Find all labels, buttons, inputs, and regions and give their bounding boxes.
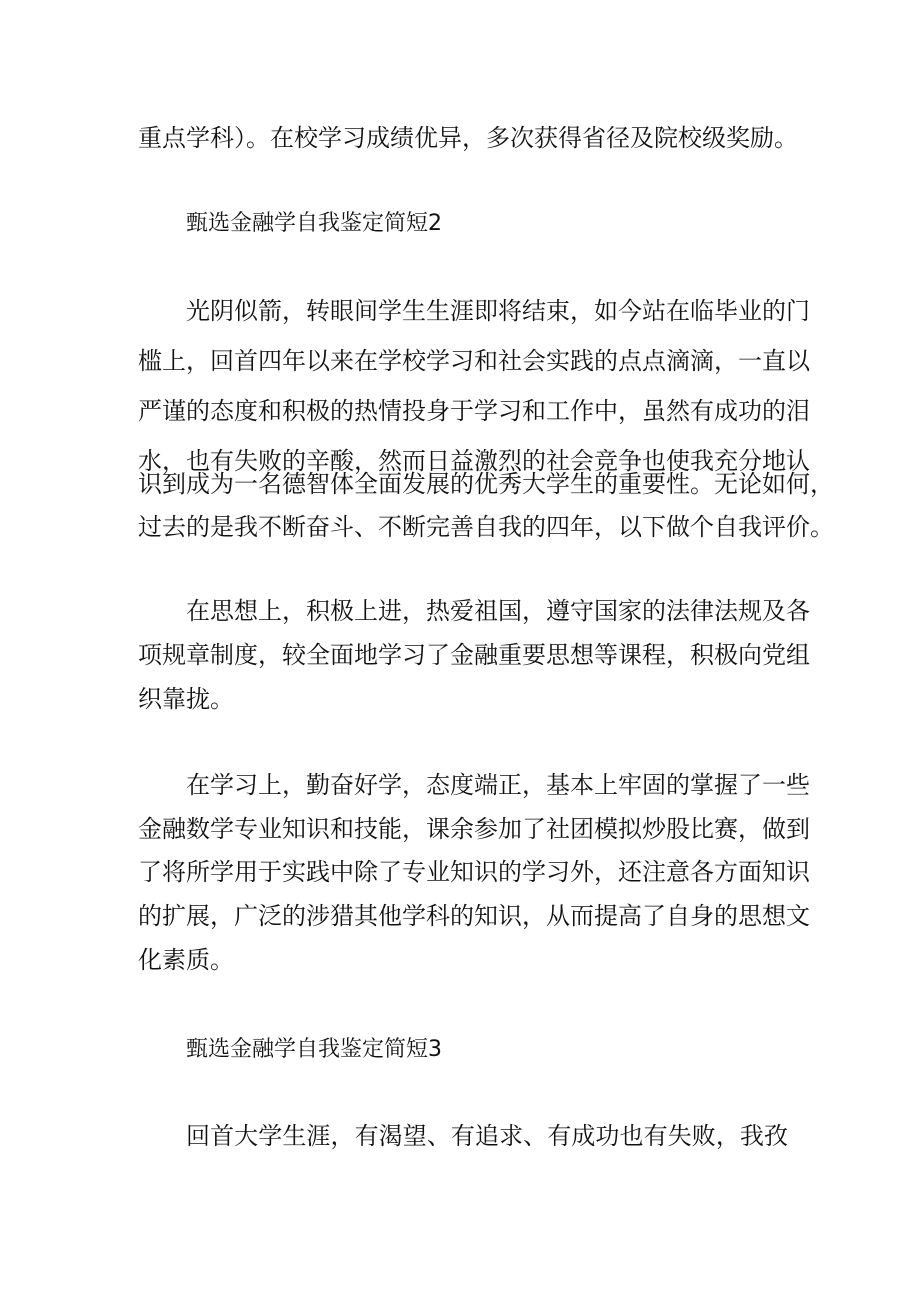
paragraph-line: 槛上，回首四年以来在学校学习和社会实践的点点滴滴，一直以 <box>138 347 810 375</box>
paragraph-line: 了将所学用于实践中除了专业知识的学习外，还注意各方面知识 <box>138 858 810 886</box>
section-heading-3: 甄选金融学自我鉴定简短3 <box>186 1037 442 1062</box>
paragraph-line: 回首大学生涯，有渴望、有追求、有成功也有失败，我孜 <box>186 1122 788 1150</box>
paragraph-line: 化素质。 <box>138 946 234 974</box>
section-heading-2: 甄选金融学自我鉴定简短2 <box>186 211 442 236</box>
paragraph-line: 严谨的态度和积极的热情投身于学习和工作中，虽然有成功的泪 <box>138 397 810 425</box>
paragraph-line: 的扩展，广泛的涉猎其他学科的知识，从而提高了自身的思想文 <box>138 902 810 930</box>
paragraph-line: 在思想上，积极上进，热爱祖国，遵守国家的法律法规及各 <box>186 597 810 625</box>
paragraph-line: 水，也有失败的辛酸，然而日益激烈的社会竞争也使我充分地认 <box>138 447 810 475</box>
paragraph-line: 识到成为一名德智体全面发展的优秀大学生的重要性。无论如何， <box>138 470 834 498</box>
paragraph-line: 重点学科）。在校学习成绩优异，多次获得省径及院校级奖励。 <box>138 124 798 152</box>
paragraph-line: 织靠拢。 <box>138 685 234 713</box>
paragraph-line: 金融数学专业知识和技能，课余参加了社团模拟炒股比赛，做到 <box>138 815 810 843</box>
paragraph-line: 项规章制度，较全面地学习了金融重要思想等课程，积极向党组 <box>138 641 810 669</box>
paragraph-line: 过去的是我不断奋斗、不断完善自我的四年，以下做个自我评价。 <box>138 513 834 541</box>
paragraph-line: 在学习上，勤奋好学，态度端正，基本上牢固的掌握了一些 <box>186 771 810 799</box>
paragraph-line: 光阴似箭，转眼间学生生涯即将结束，如今站在临毕业的门 <box>186 297 810 325</box>
